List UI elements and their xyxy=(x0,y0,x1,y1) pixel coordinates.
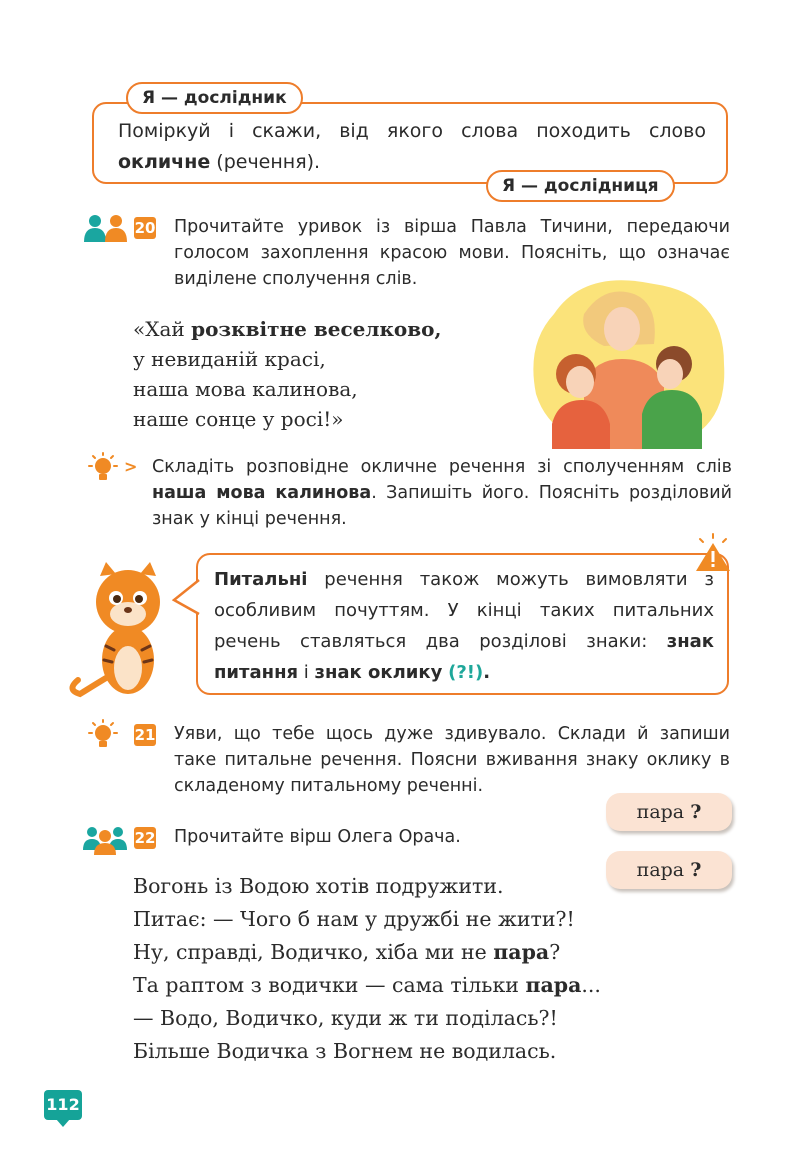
research-question: Поміркуй і скажи, від якого слова походить слово окличне (речення). xyxy=(118,120,706,173)
extra-task-text: Складіть розповідне окличне речення зі сполученням слів наша мова калинова. Запишіть його. Поясніть розділовий знак у кінці речення. xyxy=(152,457,732,529)
lightbulb-icon xyxy=(86,452,120,484)
hint-text: Питальні речення також можуть вимовляти з особливим почуттям. У кінці таких питальних речень ставляться два розділові знаки: знак питання і знак оклику (?!). xyxy=(214,569,714,683)
task-number-22: 22 xyxy=(134,829,156,847)
task-20-text: Прочитайте уривок із вірша Павла Тичини, передаючи голосом захоплення красою мови. Поясніть, що означає виділене сполучення слів. xyxy=(174,217,730,289)
task-21-text: Уяви, що тебе щось дуже здивувало. Склади й запиши таке питальне речення. Поясни вживання знаку оклику в складеному питальному реченні. xyxy=(174,724,730,796)
tag-researcher-male: Я — дослідник xyxy=(126,82,303,114)
tychyna-poem xyxy=(133,314,513,434)
poem-line: у невиданій красі, xyxy=(133,347,326,371)
poem-line: Ну, справді, Водичко, хіба ми не пара? xyxy=(133,940,561,964)
task-22-text: Прочитайте вірш Олега Орача. xyxy=(174,827,461,847)
family-illustration xyxy=(524,274,734,454)
word-card-para: пара ? xyxy=(606,851,732,889)
poem-line: Питає: — Чого б нам у дружбі не жити?! xyxy=(133,907,575,931)
lightbulb-icon xyxy=(86,719,120,751)
poem-line: наша мова калинова, xyxy=(133,377,358,401)
poem-line: Вогонь із Водою хотів подружити. xyxy=(133,874,504,898)
page-number: 112 xyxy=(44,1090,82,1120)
task-number-20: 20 xyxy=(134,219,156,237)
task-number-21: 21 xyxy=(134,726,156,744)
page-number-tail xyxy=(56,1119,70,1127)
tag-researcher-female: Я — дослідниця xyxy=(486,170,675,202)
poem-line: Більше Водичка з Вогнем не водилась. xyxy=(133,1039,557,1063)
tiger-mascot xyxy=(66,560,176,700)
speech-pointer xyxy=(172,578,202,618)
arrow-marker: > xyxy=(124,457,138,476)
poem-line: Та раптом з водички — сама тільки пара... xyxy=(133,973,601,997)
word-card-para: пара ? xyxy=(606,793,732,831)
poem-line: — Водо, Водичко, куди ж ти поділась?! xyxy=(133,1006,558,1030)
poem-line: «Хай розквітне веселково, xyxy=(133,317,442,341)
group-work-icon xyxy=(82,824,130,856)
orach-poem xyxy=(133,870,733,1068)
poem-line: наше сонце у росі!» xyxy=(133,407,344,431)
pair-work-icon xyxy=(82,214,130,244)
